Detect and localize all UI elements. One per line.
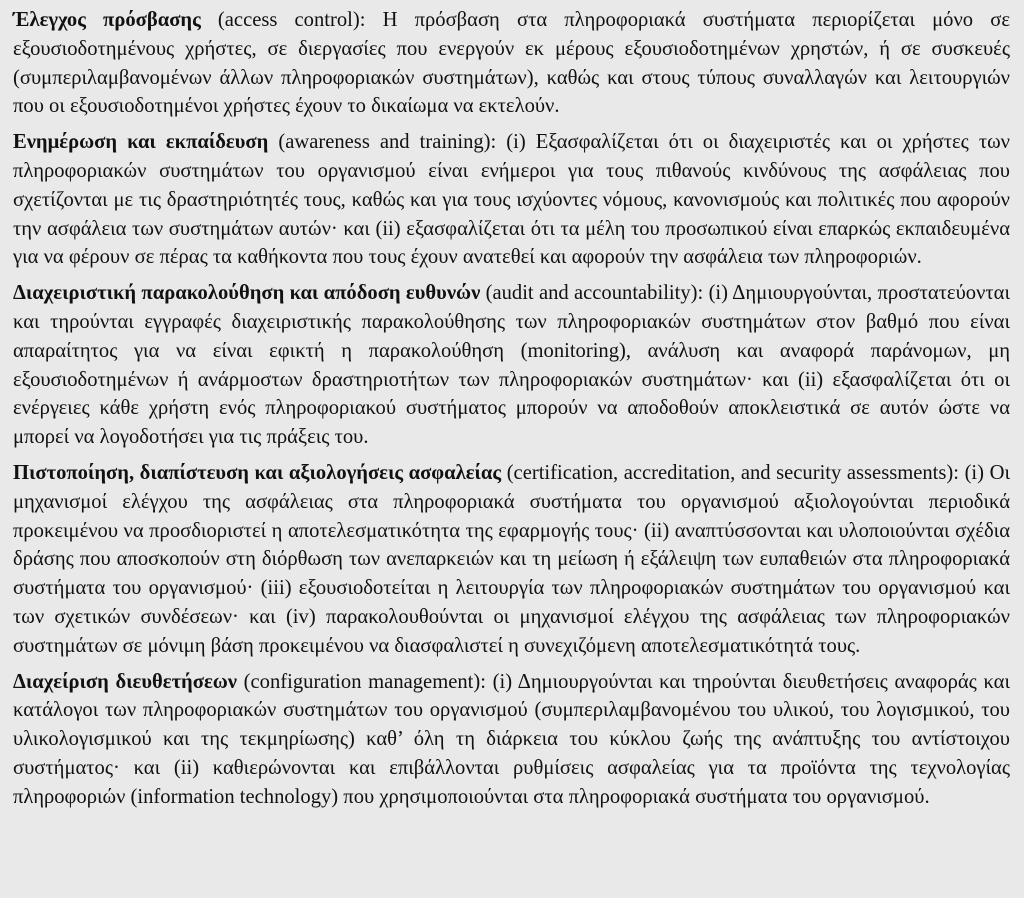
entry-term: Πιστοποίηση, διαπίστευση και αξιολογήσεις ασφαλείας: [13, 461, 502, 484]
entry-access-control: [13, 6, 1010, 121]
entry-term: Έλεγχος πρόσβασης: [13, 9, 201, 31]
entry-awareness-training: [13, 128, 1010, 272]
entry-body: (awareness and training): (i) Εξασφαλίζεται ότι οι διαχειριστές και οι χρήστες των πληροφοριακών συστημάτων του οργανισμού είναι ενήμεροι για τους πιθανούς κινδύνους της ασφάλειας που σχετίζονται με τις δραστηριότητές τους, καθώς και για τους ισχύοντες νόμους, κανονισμούς και πολιτικές που αφορούν την ασφάλεια των συστημάτων αυτών· και (ii) εξασφαλίζεται ότι τα μέλη του προσωπικού είναι επαρκώς εκπαιδευμένα για να φέρουν σε πέρας τα καθήκοντα που τους έχουν ανατεθεί και αφορούν την ασφάλεια των πληροφοριών.: [13, 131, 1010, 269]
entry-audit-accountability: [13, 279, 1010, 452]
entry-term: Διαχειριστική παρακολούθηση και απόδοση ευθυνών: [13, 282, 481, 305]
entry-certification-accreditation: [13, 459, 1010, 661]
entry-body: (access control): Η πρόσβαση στα πληροφοριακά συστήματα περιορίζεται μόνο σε εξουσιοδοτημένους χρήστες, σε διεργασίες που ενεργούν εκ μέρους εξουσιοδοτημένων χρηστών, ή σε συσκευές (συμπεριλαμβανομένων άλλων πληροφοριακών συστημάτων), καθώς και στους τύπους συναλλαγών και λειτουργιών που οι εξουσιοδοτημένοι χρήστες έχουν το δικαίωμα να εκτελούν.: [13, 9, 1010, 118]
entry-body: (audit and accountability): (i) Δημιουργούνται, προστατεύονται και τηρούνται εγγραφές διαχειριστικής παρακολούθησης των πληροφοριακών συστημάτων στον βαθμό που είναι απαραίτητος για να είναι εφικτή η παρακολούθηση (monitoring), ανάλυση και αναφορά παράνομων, μη εξουσιοδοτημένων ή ανάρμοστων δραστηριοτήτων των πληροφοριακών συστημάτων· και (ii) εξασφαλίζεται ότι οι ενέργειες κάθε χρήστη ενός πληροφοριακού συστήματος μπορούν να αποδοθούν αποκλειστικά σε αυτόν ώστε να μπορεί να λογοδοτήσει για τις πράξεις του.: [13, 282, 1010, 449]
entry-term: Ενημέρωση και εκπαίδευση: [13, 131, 269, 154]
entry-body: (configuration management): (i) Δημιουργούνται και τηρούνται διευθετήσεις αναφοράς και κατάλογοι των πληροφοριακών συστημάτων του οργανισμού (συμπεριλαμβανομένου του υλικού, του λογισμικού, του υλικολογισμικού και της τεκμηρίωσης) καθ’ όλη τη διάρκεια του κύκλου ζωής της ανάπτυξης του αντίστοιχου συστήματος· και (ii) καθιερώνονται και επιβάλλονται ρυθμίσεις ασφαλείας για τα προϊόντα της τεχνολογίας πληροφοριών (information technology) που χρησιμοποιούνται στα πληροφοριακά συστήματα του οργανισμού.: [13, 670, 1010, 808]
entry-configuration-management: [13, 668, 1010, 812]
entry-term: Διαχείριση διευθετήσεων: [13, 670, 238, 693]
entry-body: (certification, accreditation, and security assessments): (i) Οι μηχανισμοί ελέγχου της ασφάλειας στα πληροφοριακά συστήματα του οργανισμού αξιολογούνται περιοδικά προκειμένου να προσδιοριστεί η αποτελεσματικότητα της εφαρμογής τους· (ii) αναπτύσσονται και υλοποιούνται σχέδια δράσης που αποσκοπούν στη διόρθωση των ανεπαρκειών και τη μείωση ή εξάλειψη των ευπαθειών στα πληροφοριακά συστήματα του οργανισμού· (iii) εξουσιοδοτείται η λειτουργία των πληροφοριακών συστημάτων του οργανισμού και των σχετικών συνδέσεων· και (iv) παρακολουθούνται οι μηχανισμοί ελέγχου της ασφάλειας των πληροφοριακών συστημάτων σε μόνιμη βάση προκειμένου να διασφαλιστεί η συνεχιζόμενη αποτελεσματικότητά τους.: [13, 461, 1010, 657]
